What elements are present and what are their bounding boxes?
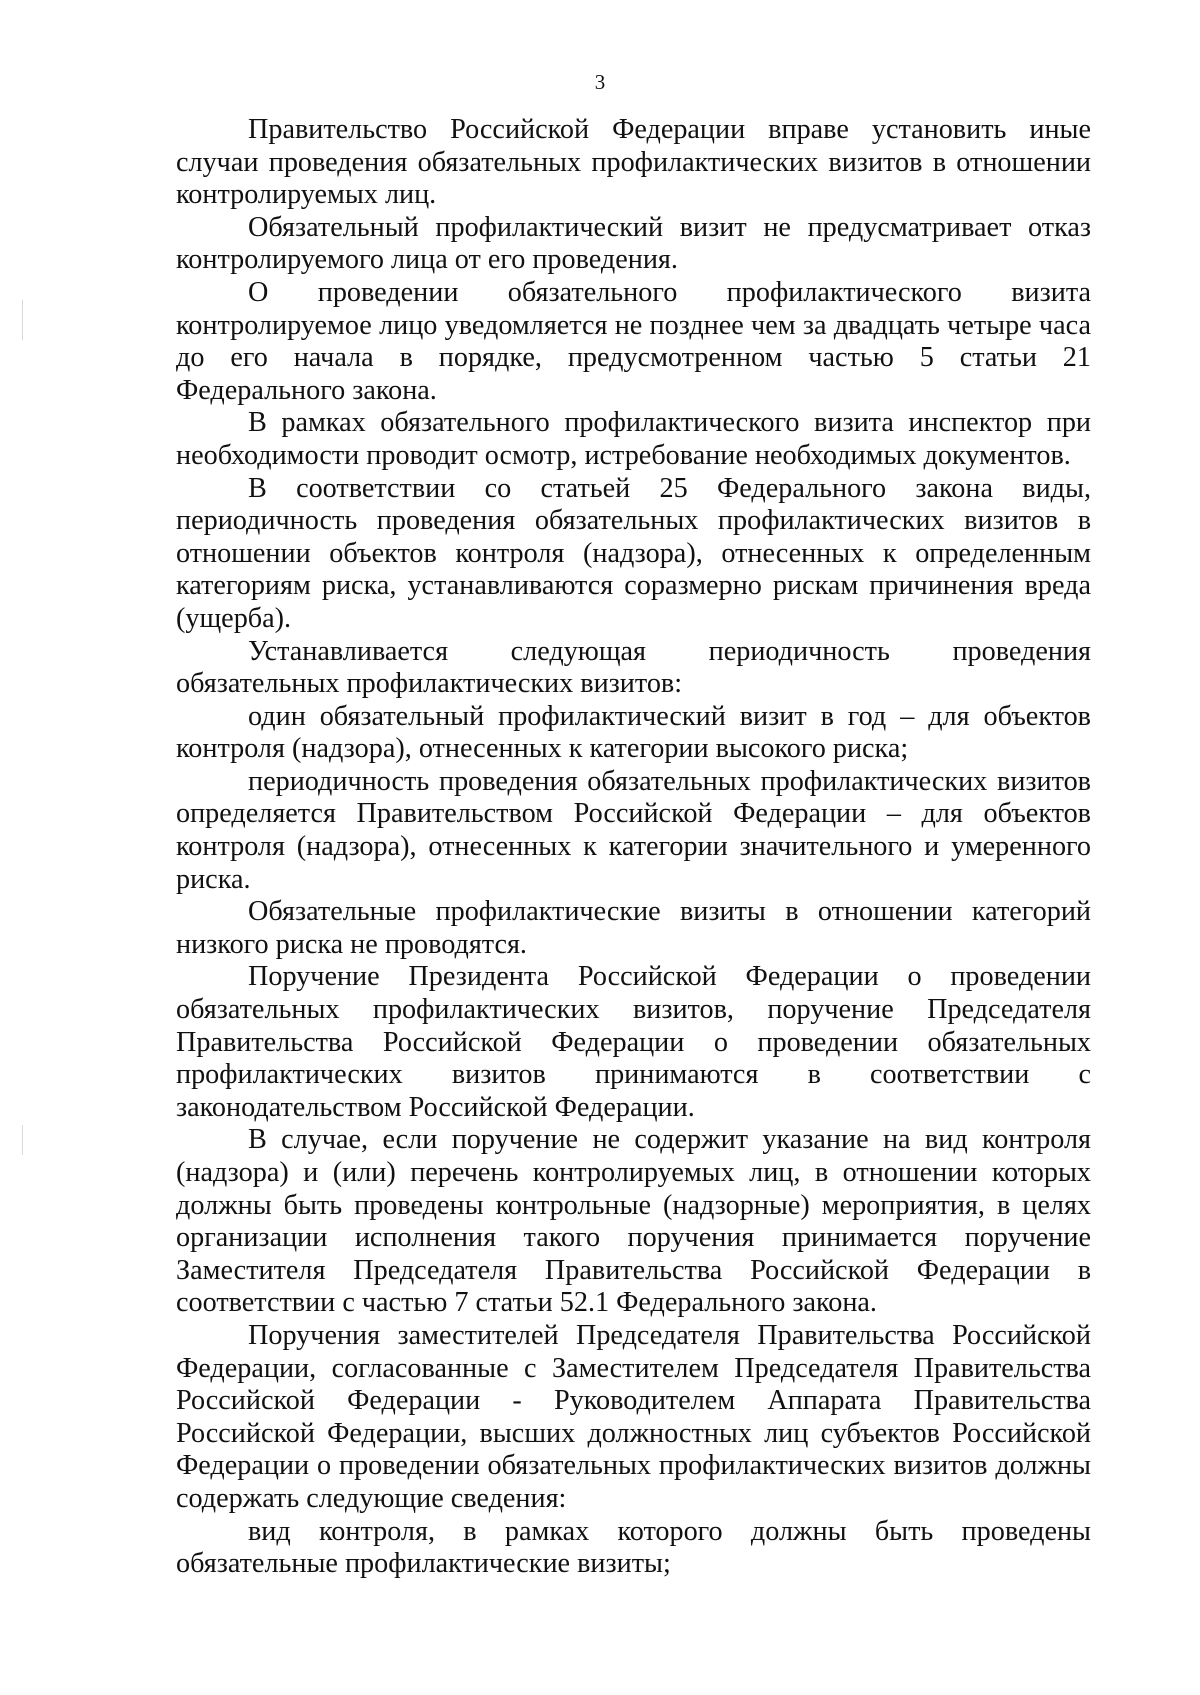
paragraph: Обязательный профилактический визит не предусматривает отказ контролируемого лица от его проведения. (176, 211, 1091, 276)
list-item: один обязательный профилактический визит в год – для объектов контроля (надзора), отнесенных к категории высокого риска; (176, 700, 1091, 765)
document-body (176, 114, 1091, 1581)
paragraph: В соответствии со статьей 25 Федерального закона виды, периодичность проведения обязательных профилактических визитов в отношении объектов контроля (надзора), отнесенных к определенным категориям риска, устанавливаются соразмерно рискам причинения вреда (ущерба). (176, 472, 1091, 634)
paragraph: Обязательные профилактические визиты в отношении категорий низкого риска не проводятся. (176, 896, 1091, 960)
list-item: периодичность проведения обязательных профилактических визитов определяется Правительством Российской Федерации – для объектов контроля (надзора), отнесенных к категории значительного и умеренного риска. (176, 765, 1091, 895)
page-number: 3 (594, 70, 606, 94)
paragraph: О проведении обязательного профилактического визита контролируемое лицо уведомляется не позднее чем за двадцать четыре часа до его начала в порядке, предусмотренном частью 5 статьи 21 Федерального закона. (176, 276, 1091, 406)
paragraph: Поручения заместителей Председателя Правительства Российской Федерации, согласованные с Заместителем Председателя Правительства Российской Федерации - Руководителем Аппарата Правительства Российской Федерации, высших должностных лиц субъектов Российской Федерации о проведении обязательных профилактических визитов должны содержать следующие сведения: (176, 1319, 1091, 1514)
paragraph: Поручение Президента Российской Федерации о проведении обязательных профилактических визитов, поручение Председателя Правительства Российской Федерации о проведении обязательных профилактических визитов принимаются в соответствии с законодательством Российской Федерации. (176, 961, 1091, 1123)
paragraph: Устанавливается следующая периодичность проведения обязательных профилактических визитов: (176, 635, 1091, 700)
list-item: вид контроля, в рамках которого должны быть проведены обязательные профилактические визиты; (176, 1515, 1091, 1580)
paragraph: В рамках обязательного профилактического визита инспектор при необходимости проводит осмотр, истребование необходимых документов. (176, 407, 1091, 471)
paragraph: Правительство Российской Федерации вправе установить иные случаи проведения обязательных профилактических визитов в отношении контролируемых лиц. (176, 114, 1091, 211)
scan-edge-mark (22, 300, 23, 340)
paragraph: В случае, если поручение не содержит указание на вид контроля (надзора) и (или) перечень контролируемых лиц, в отношении которых должны быть проведены контрольные (надзорные) мероприятия, в целях организации исполнения такого поручения принимается поручение Заместителя Председателя Правительства Российской Федерации в соответствии с частью 7 статьи 52.1 Федерального закона. (176, 1124, 1091, 1319)
scan-edge-mark (22, 1125, 23, 1155)
